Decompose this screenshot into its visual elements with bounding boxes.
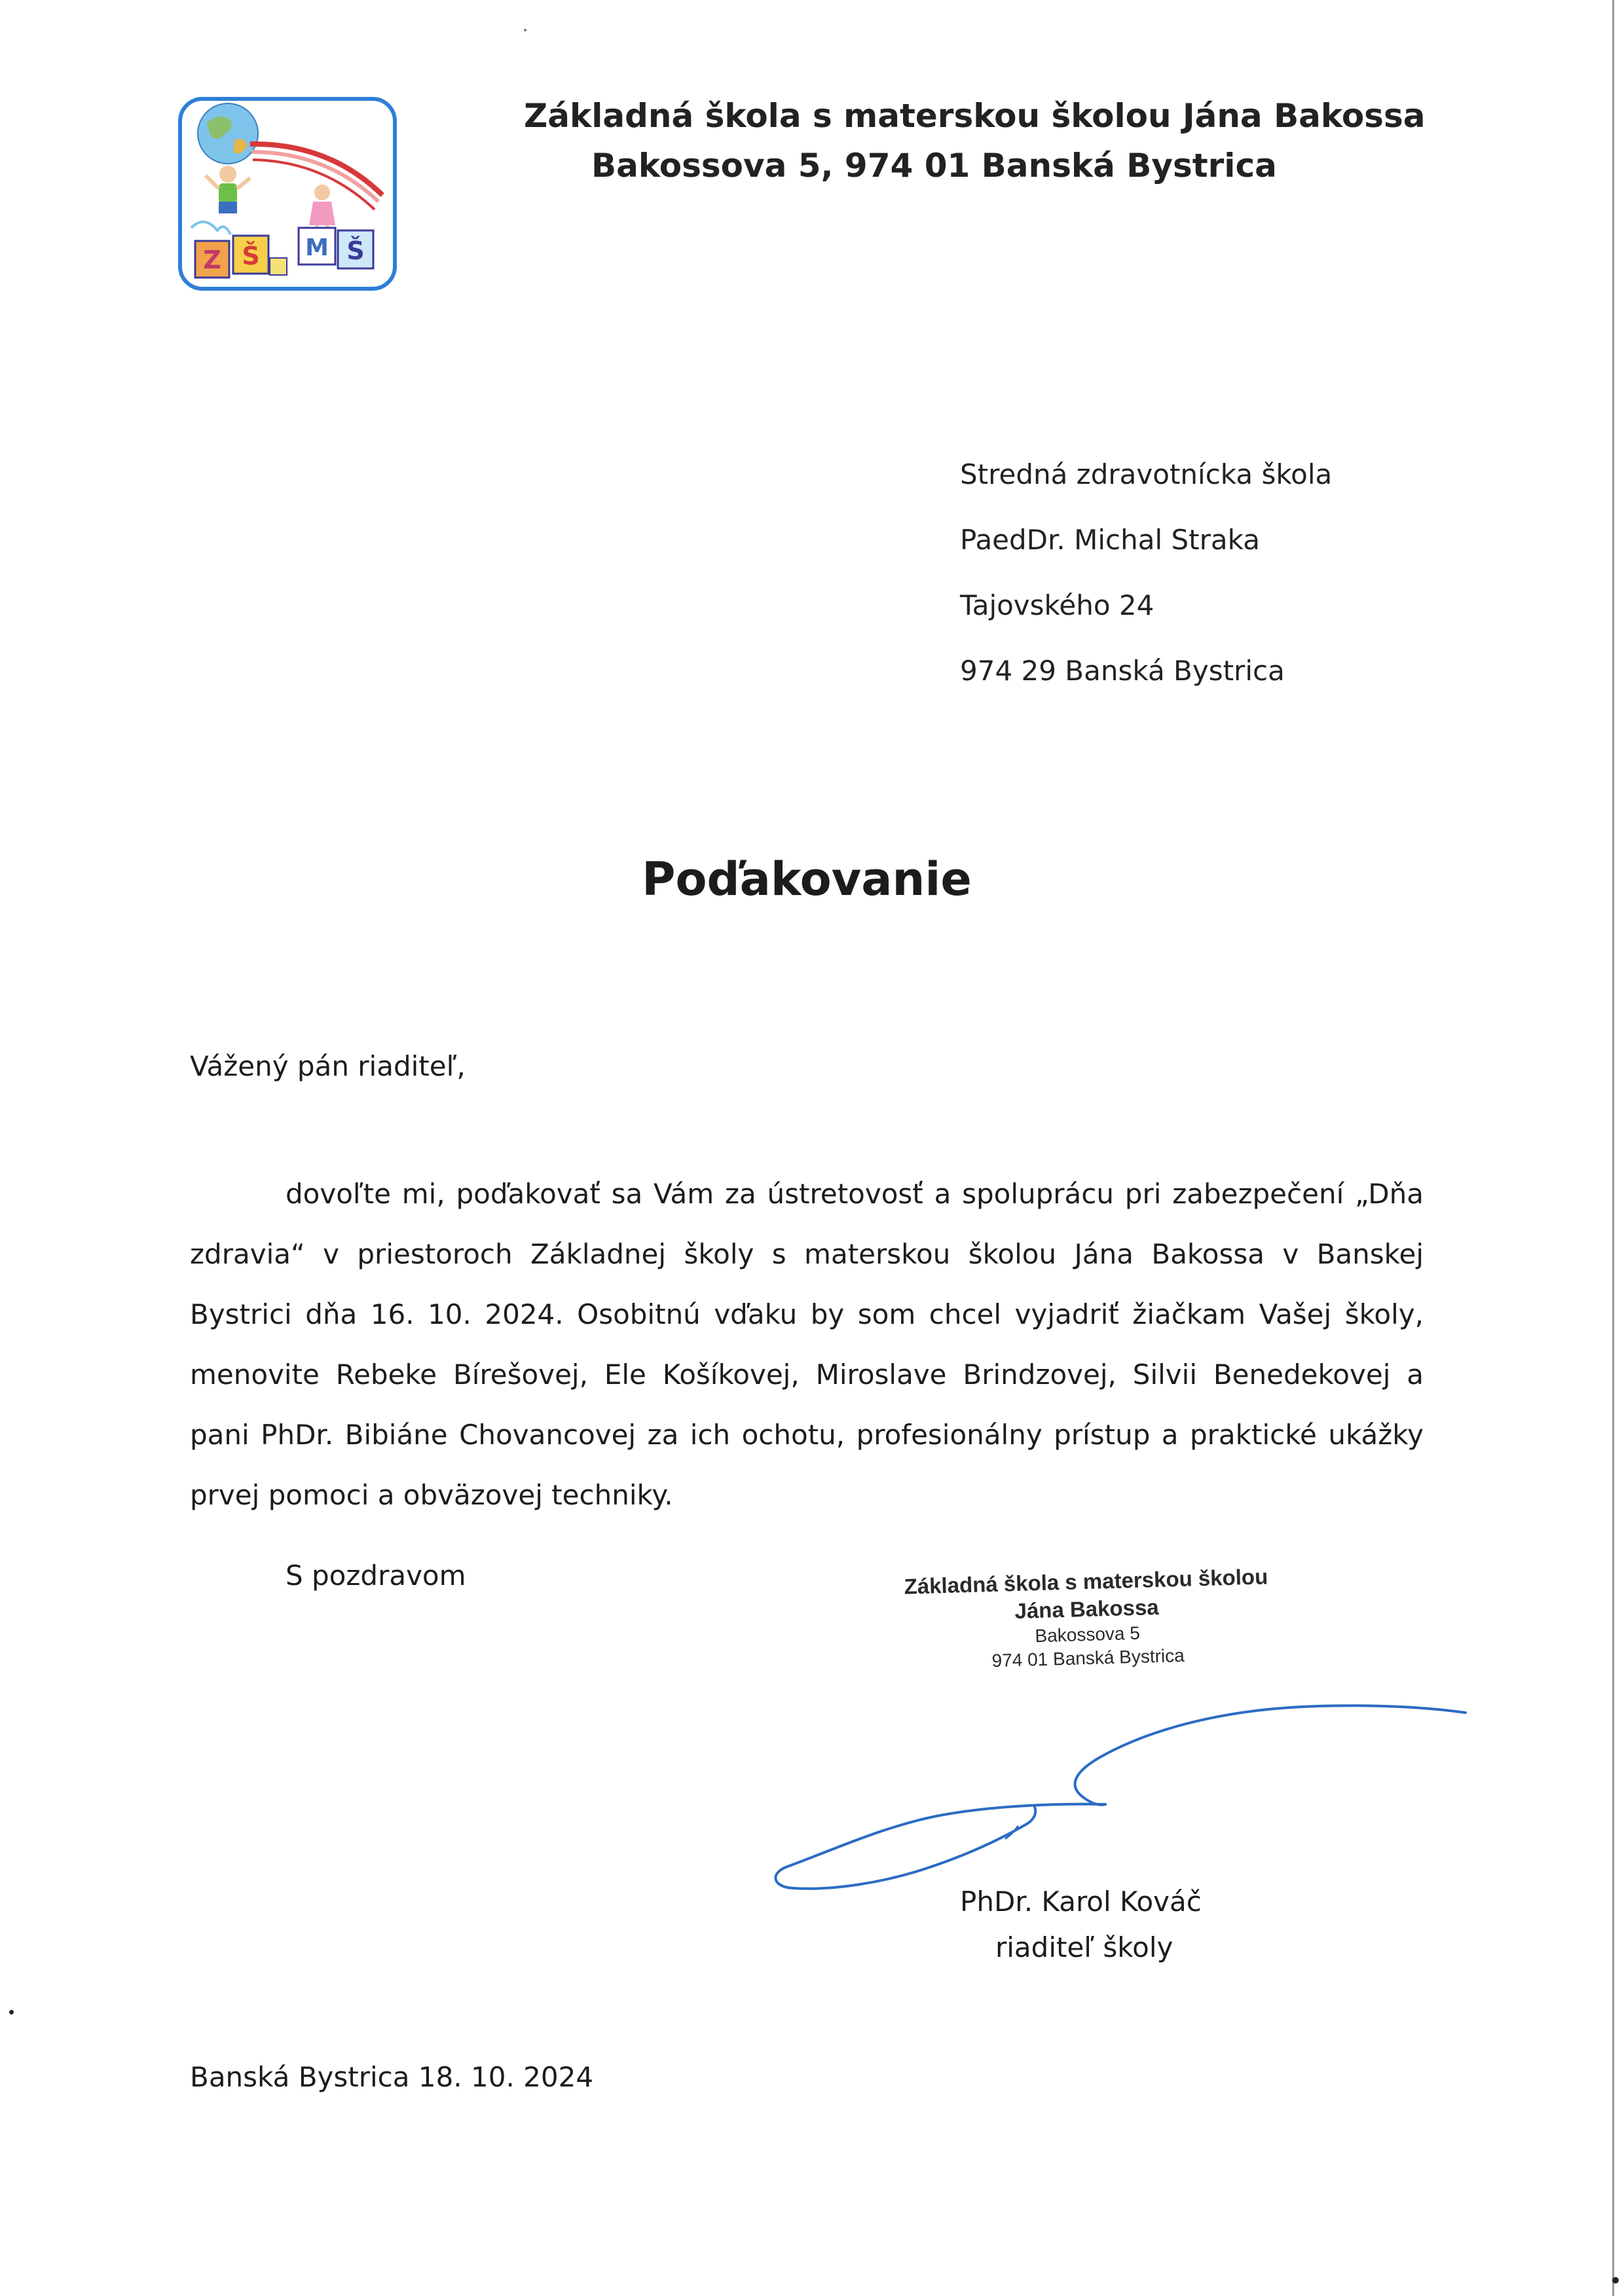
signature-stroke <box>775 1804 1105 1889</box>
recipient-line: PaedDr. Michal Straka <box>960 524 1260 556</box>
child-figure-legs <box>219 202 237 213</box>
scan-speck <box>9 2010 14 2014</box>
child-figure-head <box>219 166 236 183</box>
signer-role: riaditeľ školy <box>995 1931 1173 1963</box>
scan-speck <box>524 29 526 31</box>
child-figure-dress <box>309 202 335 225</box>
letter-block <box>338 230 373 268</box>
stamp-line: Jána Bakossa <box>1014 1594 1160 1624</box>
letterhead-school-address: Bakossova 5, 974 01 Banská Bystrica <box>591 147 1277 185</box>
stamp-line: Bakossova 5 <box>1035 1622 1141 1647</box>
child-figure-head <box>314 185 330 200</box>
recipient-line: 974 29 Banská Bystrica <box>960 655 1285 687</box>
signature-stroke <box>1006 1827 1018 1838</box>
svg-text:Z: Z <box>203 246 221 274</box>
school-stamp <box>883 1562 1291 1675</box>
closing: S pozdravom <box>286 1559 466 1592</box>
letterhead-school-name: Základná škola s materskou školou Jána Bakossa <box>524 97 1426 135</box>
letter-block-small <box>270 258 287 275</box>
scan-speck <box>1612 2277 1619 2284</box>
scanner-edge-line <box>1612 0 1614 2296</box>
signature-stroke <box>1075 1705 1466 1804</box>
child-figure-body <box>219 183 237 203</box>
handwritten-signature <box>773 1689 1480 1912</box>
svg-text:M: M <box>305 234 329 261</box>
letter-block <box>299 228 335 264</box>
letter-body: dovoľte mi, poďakovať sa Vám za ústretovosť a spoluprácu pri zabezpečení „Dňa zdravia“ v priestoroch Základnej školy s materskou školou Jána Bakossa v Banskej Bystrici dňa 16. 10. 2024. Osobitnú vďaku by som chcel vyjadriť žiačkam Vašej školy, menovite Rebeke Bírešovej, Ele Košíkovej, Miroslave Brindzovej, Silvii Benedekovej a pani PhDr. Bibiáne Chovancovej za ich ochotu, profesionálny prístup a praktické ukážky prvej pomoci a obväzovej techniky. <box>190 1178 1424 1511</box>
svg-text:Š: Š <box>346 236 365 265</box>
signer-name: PhDr. Karol Kováč <box>960 1886 1202 1918</box>
letter-title: Poďakovanie <box>642 852 972 906</box>
svg-text:Š: Š <box>242 242 260 270</box>
salutation: Vážený pán riaditeľ, <box>190 1050 466 1082</box>
recipient-line: Tajovského 24 <box>960 589 1154 621</box>
letter-block <box>233 236 268 274</box>
letter-block <box>195 241 229 278</box>
place-and-date: Banská Bystrica 18. 10. 2024 <box>190 2061 594 2093</box>
globe-icon <box>198 103 258 164</box>
school-logo <box>178 97 397 291</box>
stamp-line: Základná škola s materskou školou <box>904 1564 1268 1599</box>
recipient-line: Stredná zdravotnícka škola <box>960 458 1333 490</box>
letter-title-row <box>0 852 1624 906</box>
stamp-line: 974 01 Banská Bystrica <box>991 1645 1185 1671</box>
